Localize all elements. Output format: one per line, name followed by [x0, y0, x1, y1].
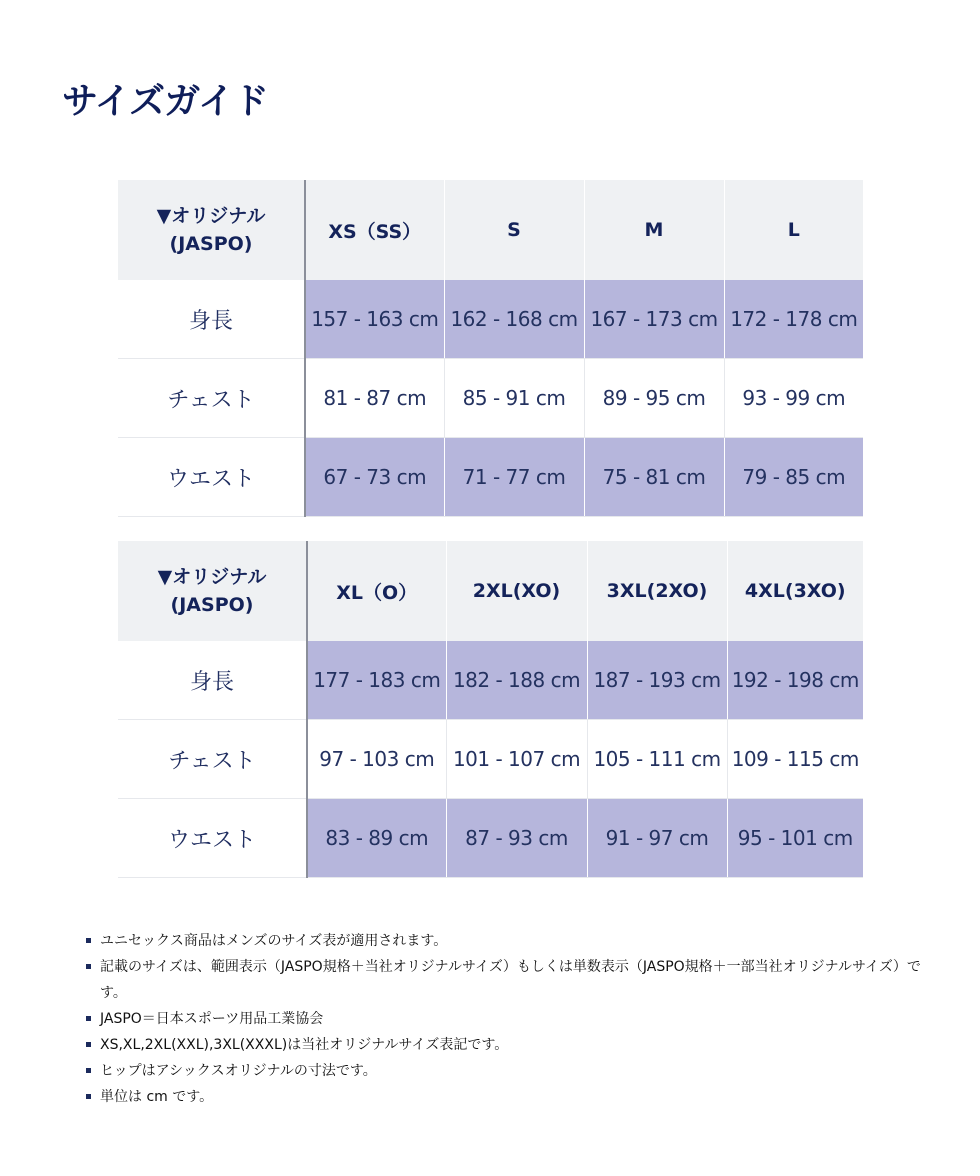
table-cell: 91 - 97 cm — [587, 799, 727, 878]
row-label: チェスト — [118, 720, 307, 799]
note-text: 単位は cm です。 — [100, 1089, 214, 1105]
table-cell: 81 - 87 cm — [305, 359, 444, 438]
table-cell: 79 - 85 cm — [724, 438, 863, 517]
table-cell: 89 - 95 cm — [584, 359, 724, 438]
list-item — [86, 1084, 936, 1110]
table-cell: 182 - 188 cm — [446, 641, 587, 720]
size-column-header: S — [444, 180, 584, 280]
table-cell: 67 - 73 cm — [305, 438, 444, 517]
size-table-corner-label — [118, 180, 305, 280]
size-table-1 — [118, 180, 863, 517]
table-cell: 109 - 115 cm — [727, 720, 863, 799]
size-table-header-row — [118, 541, 863, 641]
table-cell: 71 - 77 cm — [444, 438, 584, 517]
row-label: チェスト — [118, 359, 305, 438]
table-cell: 87 - 93 cm — [446, 799, 587, 878]
table-cell: 83 - 89 cm — [307, 799, 446, 878]
bullet-icon — [86, 1016, 91, 1021]
table-cell: 167 - 173 cm — [584, 280, 724, 359]
note-text: 記載のサイズは、範囲表示（JASPO規格＋当社オリジナルサイズ）もしくは単数表示（JASPO規格＋一部当社オリジナルサイズ）です。 — [100, 959, 921, 1001]
bullet-icon — [86, 1042, 91, 1047]
table-row-height — [118, 280, 863, 359]
list-item — [86, 928, 936, 954]
table-row-waist — [118, 799, 863, 878]
bullet-icon — [86, 938, 91, 943]
table-cell: 162 - 168 cm — [444, 280, 584, 359]
table-row-chest — [118, 359, 863, 438]
table-cell: 172 - 178 cm — [724, 280, 863, 359]
note-text: ヒップはアシックスオリジナルの寸法です。 — [100, 1063, 377, 1079]
table-row-waist — [118, 438, 863, 517]
size-table-header-row — [118, 180, 863, 280]
note-text: XS,XL,2XL(XXL),3XL(XXXL)は当社オリジナルサイズ表記です。 — [100, 1037, 509, 1053]
table-cell: 93 - 99 cm — [724, 359, 863, 438]
list-item — [86, 954, 936, 1006]
table-cell: 105 - 111 cm — [587, 720, 727, 799]
size-column-header: XL（O） — [307, 541, 446, 641]
size-column-header: M — [584, 180, 724, 280]
size-column-header: 4XL(3XO) — [727, 541, 863, 641]
table-cell: 95 - 101 cm — [727, 799, 863, 878]
table-cell: 177 - 183 cm — [307, 641, 446, 720]
table-cell: 97 - 103 cm — [307, 720, 446, 799]
row-label: ウエスト — [118, 438, 305, 517]
size-table-2 — [118, 541, 863, 878]
table-cell: 75 - 81 cm — [584, 438, 724, 517]
row-label: 身長 — [118, 641, 307, 720]
table-row-chest — [118, 720, 863, 799]
table-cell: 192 - 198 cm — [727, 641, 863, 720]
bullet-icon — [86, 1068, 91, 1073]
notes-list — [86, 928, 936, 1110]
bullet-icon — [86, 1094, 91, 1099]
corner-label-line1: ▼オリジナル — [156, 205, 266, 227]
page-title: サイズガイド — [62, 81, 269, 122]
table-cell: 157 - 163 cm — [305, 280, 444, 359]
size-table-corner-label — [118, 541, 307, 641]
size-column-header: 2XL(XO) — [446, 541, 587, 641]
bullet-icon — [86, 964, 91, 969]
table-cell: 187 - 193 cm — [587, 641, 727, 720]
note-text: JASPO＝日本スポーツ用品工業協会 — [100, 1011, 324, 1027]
row-label: ウエスト — [118, 799, 307, 878]
size-column-header: XS（SS） — [305, 180, 444, 280]
table-cell: 101 - 107 cm — [446, 720, 587, 799]
corner-label-line2: (JASPO) — [170, 594, 254, 616]
table-cell: 85 - 91 cm — [444, 359, 584, 438]
note-text: ユニセックス商品はメンズのサイズ表が適用されます。 — [100, 933, 448, 949]
size-column-header: 3XL(2XO) — [587, 541, 727, 641]
size-column-header: L — [724, 180, 863, 280]
list-item — [86, 1032, 936, 1058]
row-label: 身長 — [118, 280, 305, 359]
corner-label-line2: (JASPO) — [169, 233, 253, 255]
list-item — [86, 1058, 936, 1084]
list-item — [86, 1006, 936, 1032]
table-row-height — [118, 641, 863, 720]
corner-label-line1: ▼オリジナル — [157, 566, 267, 588]
